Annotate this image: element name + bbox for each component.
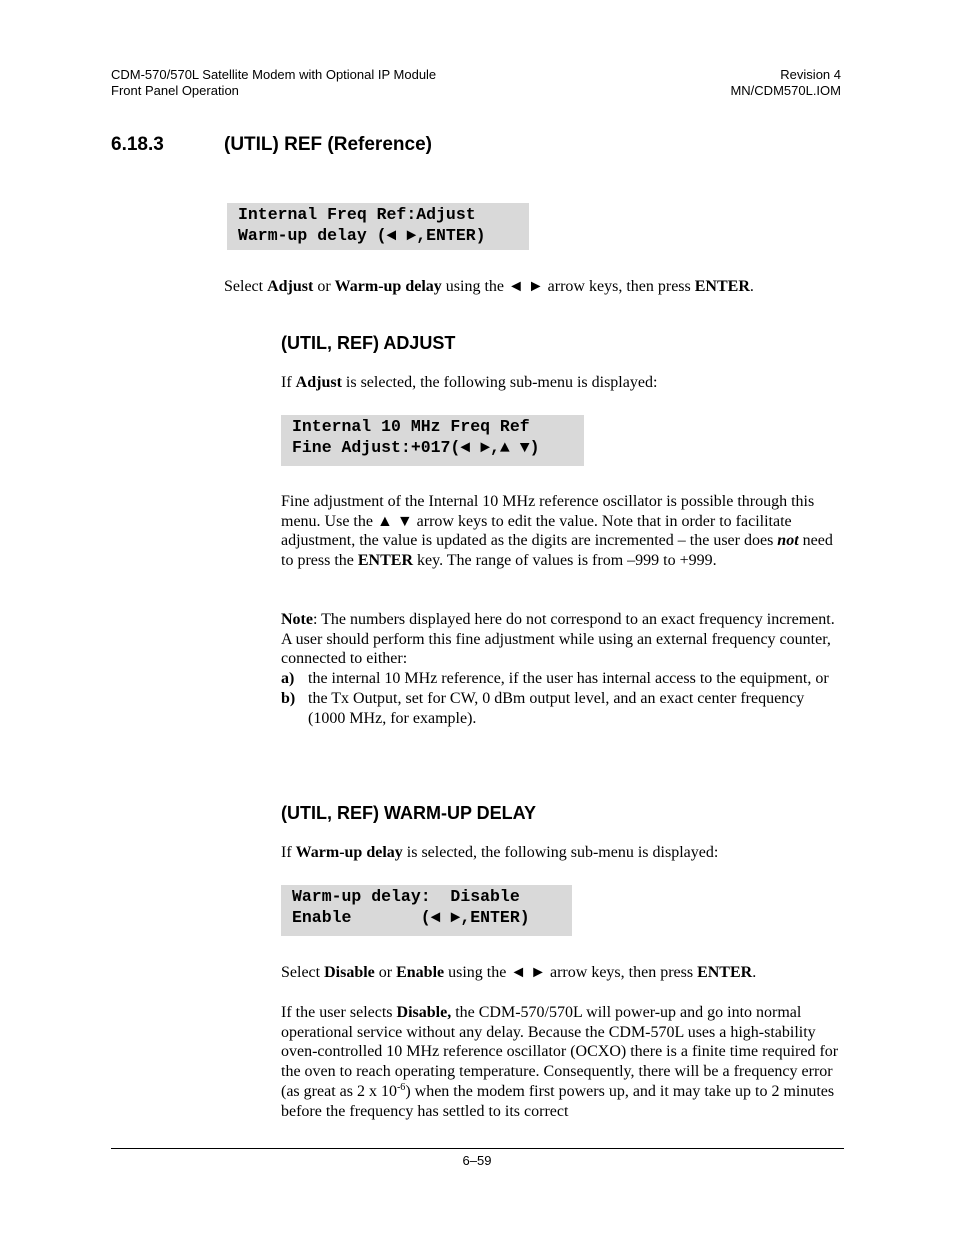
lcd-display-ref-menu: [227, 203, 529, 250]
lcd-line-1: Internal 10 MHz Freq Ref: [292, 417, 530, 436]
page-number: 6–59: [462, 1153, 492, 1168]
lcd-display-warmup: [281, 885, 572, 936]
lcd-line-2: Fine Adjust:+017(◄ ►,▲ ▼): [292, 438, 540, 457]
warmup-intro: If Warm-up delay is selected, the following sub-menu is displayed:: [281, 844, 719, 861]
select-instruction: Select Adjust or Warm-up delay using the ◄ ► arrow keys, then press ENTER.: [224, 278, 754, 295]
list-item: b) the Tx Output, set for CW, 0 dBm output level, and an exact center frequency (1000 MHz, for example).: [281, 689, 805, 727]
adjust-note: Note: The numbers displayed here do not correspond to an exact frequency increment. A user should perform this fine adjustment while using an external frequency counter, connected to either: a) the internal 10 MHz reference, if the user has internal access to the equipment, or b) the Tx Output, set for CW, 0 dBm output level, and an exact center frequency (1000 MHz, for example).: [281, 610, 844, 728]
adjust-intro: If Adjust is selected, the following sub-menu is displayed:: [281, 374, 658, 391]
lcd-line-2: Warm-up delay (◄ ►,ENTER): [238, 226, 486, 245]
header-chapter: Front Panel Operation: [111, 83, 239, 98]
lcd-display-fine-adjust: [281, 415, 584, 466]
header-revision: Revision 4: [780, 67, 841, 82]
warmup-select-instruction: Select Disable or Enable using the ◄ ► arrow keys, then press ENTER.: [281, 964, 757, 981]
section-heading: [111, 134, 432, 156]
warmup-description: If the user selects Disable, the CDM-570/570L will power-up and go into normal operational service without any delay. Because the CDM-570L uses a high-stability oven-controlled 10 MHz reference oscillator (OCXO) there is a finite time required for the oven to reach operating temperature. Consequently, there will be a frequency error (as great as 2 x $10^{-6}$) when the modem first powers up, and it may take up to 2 minutes before the frequency has settled to its correct: [281, 1004, 839, 1120]
footer-divider: [111, 1148, 844, 1149]
adjust-description: Fine adjustment of the Internal 10 MHz reference oscillator is possible through this menu. Use the ▲ ▼ arrow keys to edit the value. Note that in order to facilitate adjustment, the value is updated as the digits are incremented – the user does not need to press the ENTER key. The range of values is from –999 to +999.: [281, 493, 833, 570]
section-title: (UTIL) REF (Reference): [224, 134, 432, 155]
list-item: a) the internal 10 MHz reference, if the user has internal access to the equipment, or: [281, 670, 829, 688]
lcd-line-1: Warm-up delay: Disable: [292, 887, 520, 906]
section-number: 6.18.3: [111, 134, 164, 155]
lcd-line-1: Internal Freq Ref:Adjust: [238, 205, 476, 224]
lcd-line-2: Enable (◄ ►,ENTER): [292, 908, 530, 927]
running-header-right: [730, 67, 841, 99]
adjust-heading: (UTIL, REF) ADJUST: [281, 333, 456, 353]
header-doc-title: CDM-570/570L Satellite Modem with Optional IP Module: [111, 67, 437, 82]
running-header-left: [111, 67, 436, 99]
header-doc-number: MN/CDM570L.IOM: [730, 83, 841, 98]
warmup-heading: (UTIL, REF) WARM-UP DELAY: [281, 803, 536, 823]
